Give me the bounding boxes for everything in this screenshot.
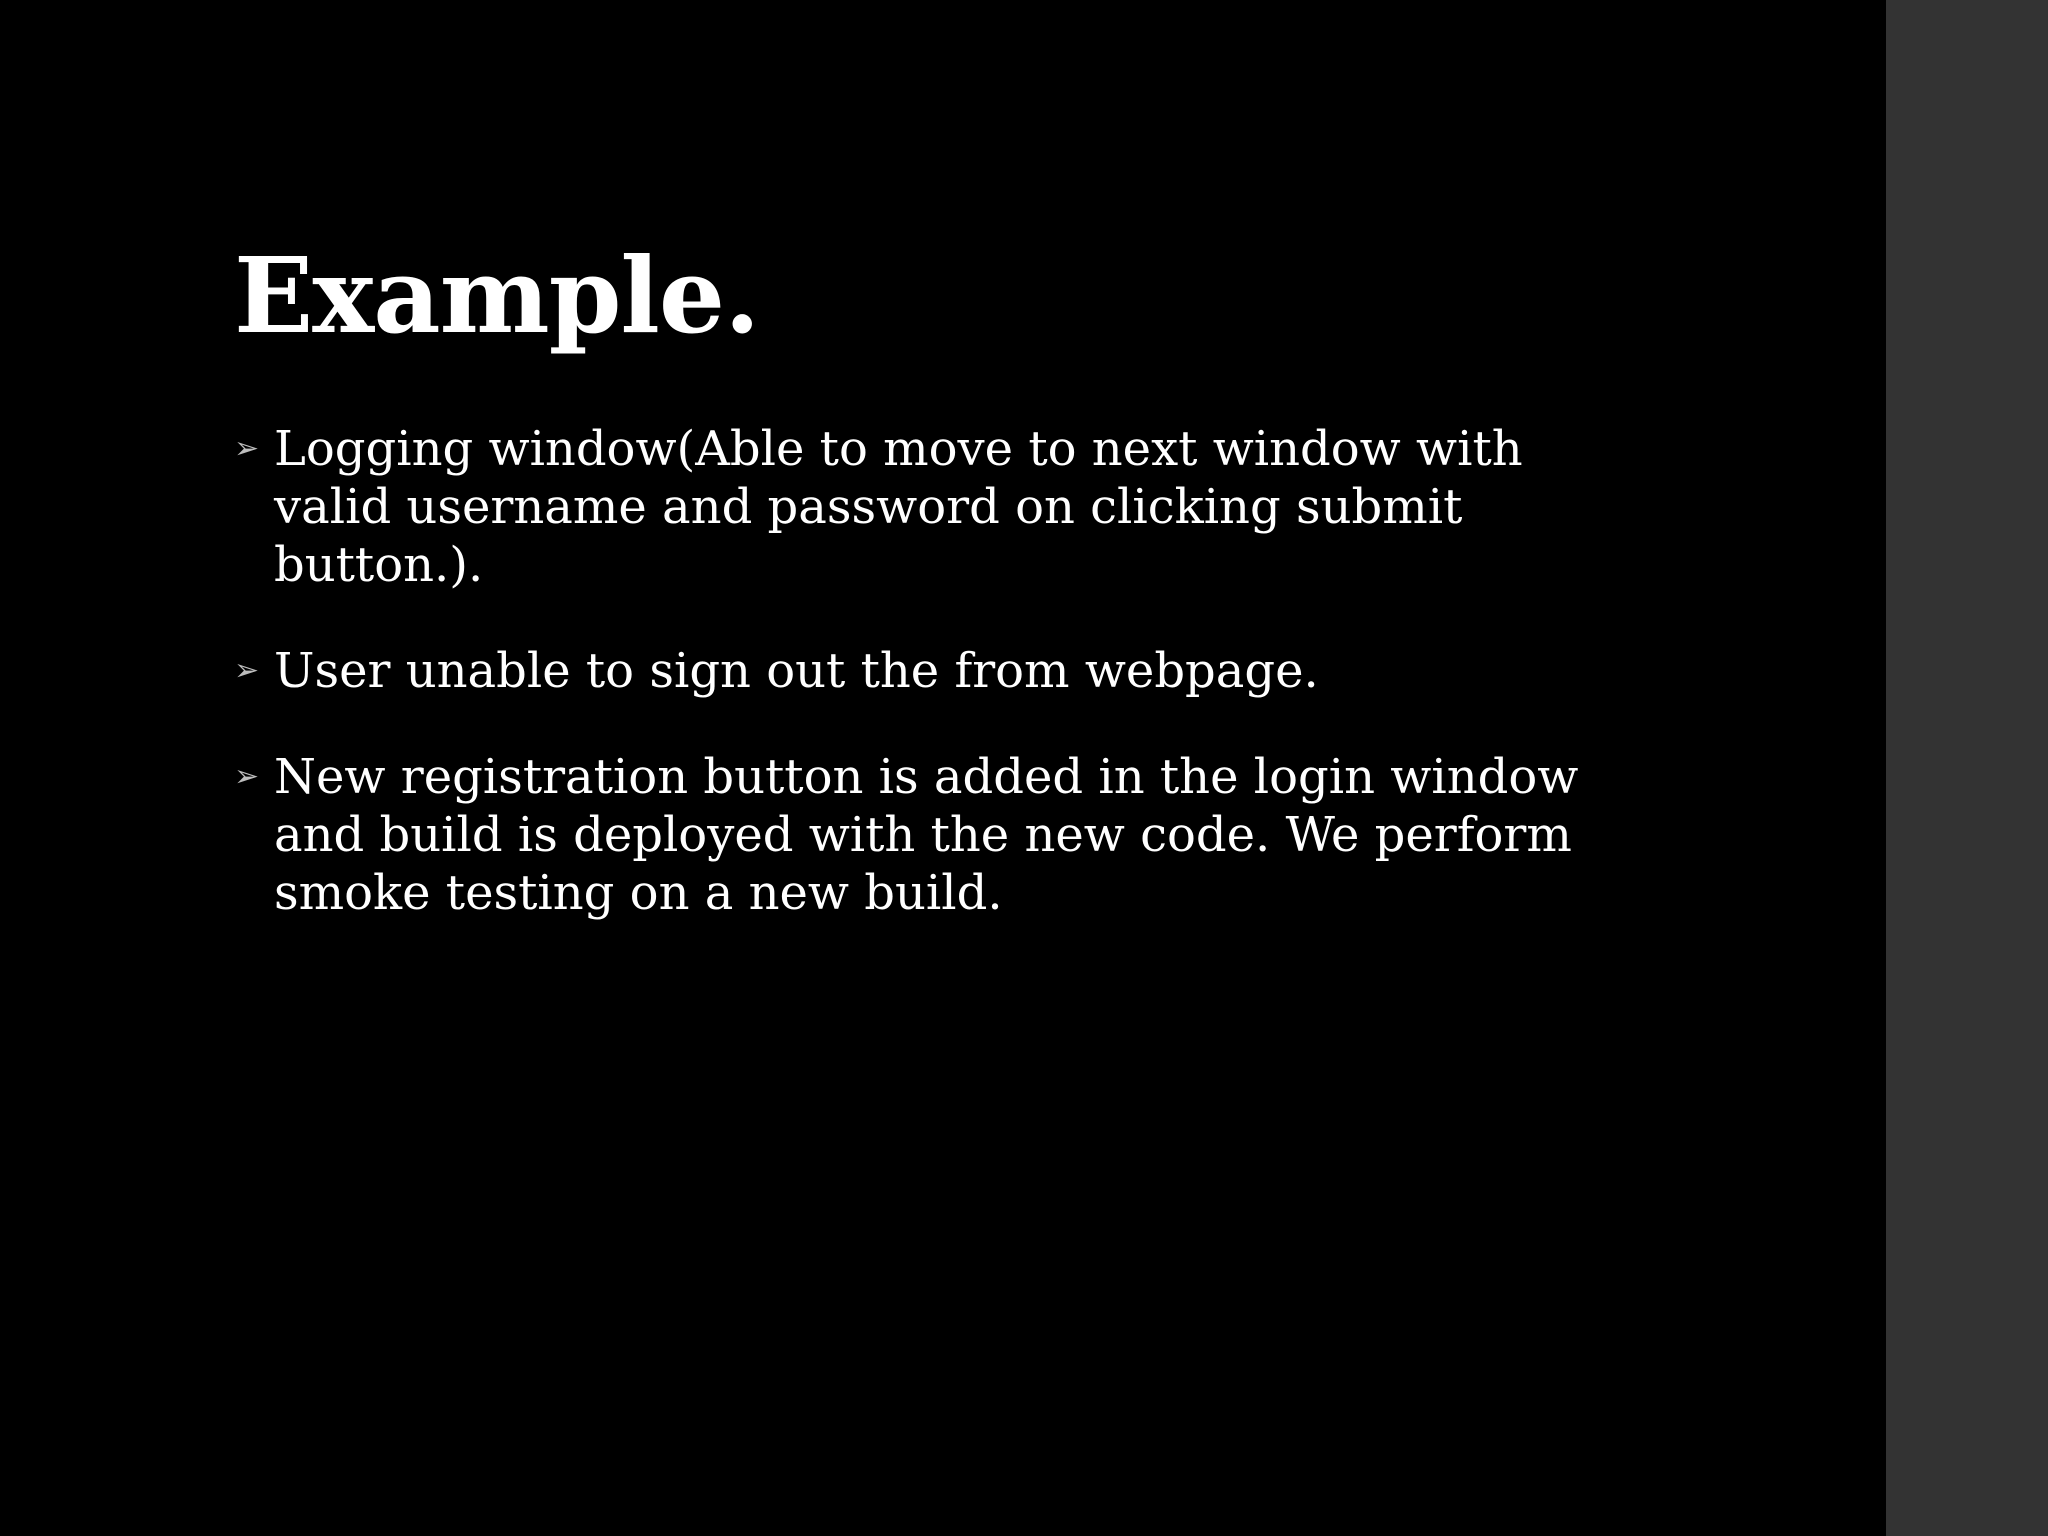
- bullet-text: User unable to sign out the from webpage.: [274, 643, 1319, 699]
- bullet-text: New registration button is added in the login window and build is deployed with the new code. We perform smoke testing on a new build.: [274, 749, 1579, 921]
- bullet-item: [234, 642, 1654, 700]
- bullet-item: [234, 420, 1654, 594]
- slide-title: Example.: [234, 234, 760, 357]
- bullet-item: [234, 748, 1654, 922]
- side-band: [1886, 0, 2048, 1536]
- bullet-list: [234, 420, 1654, 970]
- arrow-bullet-icon: ➢: [234, 759, 260, 794]
- arrow-bullet-icon: ➢: [234, 653, 260, 688]
- bullet-text: Logging window(Able to move to next window with valid username and password on clicking submit button.).: [274, 421, 1523, 593]
- arrow-bullet-icon: ➢: [234, 431, 260, 466]
